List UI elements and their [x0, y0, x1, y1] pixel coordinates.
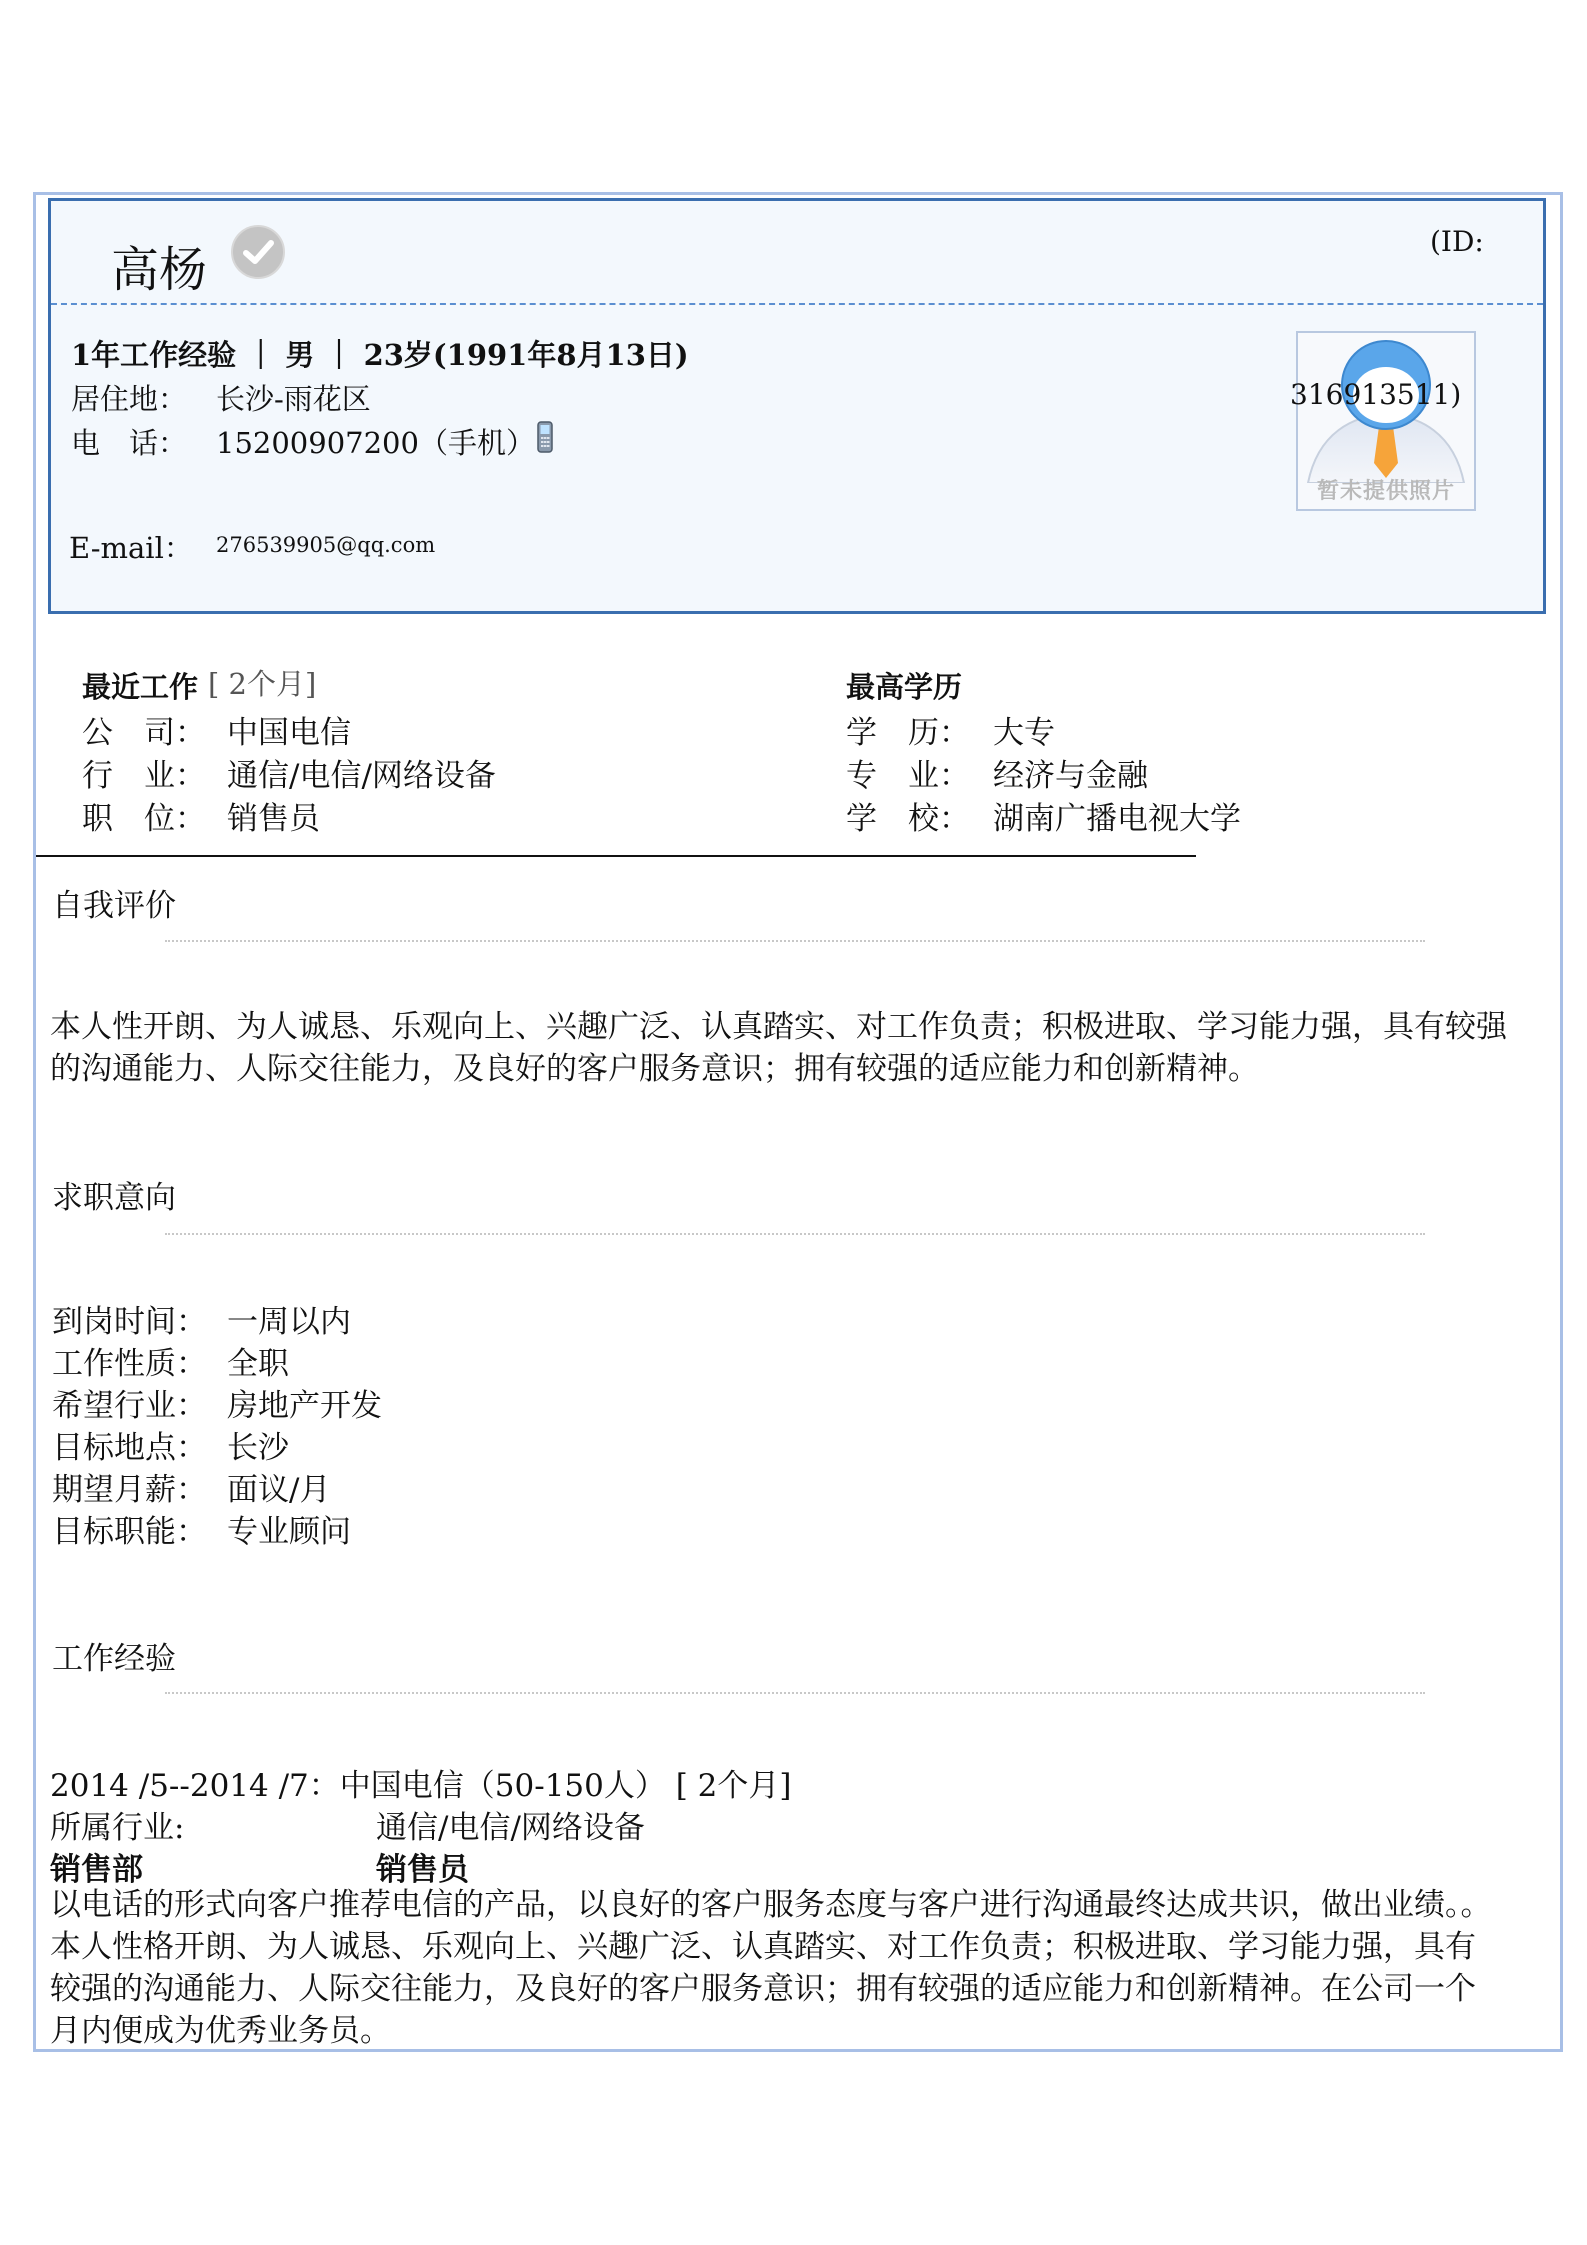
work-industry-value: 通信/电信/网络设备 [376, 1810, 645, 1846]
candidate-name: 高杨 [111, 242, 208, 298]
work-description-line: 较强的沟通能力、人际交往能力，及良好的客户服务意识；拥有较强的适应能力和创新精神。在公司一个 [50, 1971, 1476, 2007]
dotted-divider [165, 1692, 1425, 1694]
self-evaluation-line: 本人性开朗、为人诚恳、乐观向上、兴趣广泛、认真踏实、对工作负责；积极进取、学习能力强，具有较强 [50, 1009, 1507, 1045]
intention-label: 期望月薪： [52, 1472, 207, 1508]
work-description [50, 1884, 1555, 2052]
intention-value: 面议/月 [227, 1472, 331, 1508]
intention-label: 目标职能： [52, 1514, 207, 1550]
self-evaluation-text [50, 1006, 1555, 1090]
email-value[interactable]: 276539905@qq.com [216, 533, 436, 557]
photo-caption: 暂未提供照片 [1316, 478, 1455, 504]
job-intention-title: 求职意向 [52, 1180, 176, 1216]
mobile-phone-icon [536, 421, 554, 457]
intention-label: 希望行业： [52, 1388, 207, 1424]
self-evaluation-line: 的沟通能力、人际交往能力，及良好的客户服务意识；拥有较强的适应能力和创新精神。 [50, 1051, 1259, 1087]
school-value: 湖南广播电视大学 [993, 801, 1241, 837]
resume-id-label: (ID: [1430, 225, 1484, 258]
verified-check-icon [231, 225, 285, 279]
intention-label: 工作性质： [52, 1346, 207, 1382]
profile-photo-placeholder [1296, 331, 1476, 511]
residence-label: 居住地： [71, 382, 188, 416]
intention-value: 长沙 [227, 1430, 289, 1466]
industry-label: 行 业： [82, 758, 206, 794]
work-position: 销售员 [376, 1852, 469, 1888]
work-experience-title: 工作经验 [52, 1641, 176, 1677]
intention-value: 房地产开发 [227, 1388, 382, 1424]
phone-value: 15200907200（手机） [216, 426, 535, 460]
work-industry-label: 所属行业: [50, 1810, 185, 1846]
name-row [51, 201, 1543, 305]
phone-label: 电 话： [71, 426, 188, 460]
work-department: 销售部 [50, 1852, 143, 1888]
work-entry-heading: 2014 /5--2014 /7：中国电信（50-150人） [ 2个月] [50, 1768, 792, 1804]
degree-label: 学 历： [846, 715, 970, 751]
position-value: 销售员 [227, 801, 320, 837]
major-value: 经济与金融 [993, 758, 1148, 794]
residence-value: 长沙-雨花区 [216, 382, 371, 416]
work-description-line: 本人性格开朗、为人诚恳、乐观向上、兴趣广泛、认真踏实、对工作负责；积极进取、学习能力强，具有 [50, 1929, 1476, 1965]
intention-value: 专业顾问 [227, 1514, 351, 1550]
industry-value: 通信/电信/网络设备 [227, 758, 496, 794]
intention-label: 目标地点： [52, 1430, 207, 1466]
company-label: 公 司： [82, 715, 206, 751]
education-title: 最高学历 [846, 670, 963, 704]
email-label: E-mail： [69, 531, 193, 565]
recent-work-duration: [ 2个月] [208, 667, 317, 701]
section-divider [36, 855, 1196, 857]
position-label: 职 位： [82, 801, 206, 837]
dotted-divider [165, 1233, 1425, 1235]
work-description-line: 月内便成为优秀业务员。 [50, 2013, 391, 2049]
intention-value: 一周以内 [227, 1304, 351, 1340]
intention-label: 到岗时间： [52, 1304, 207, 1340]
school-label: 学 校： [846, 801, 970, 837]
resume-id-value: 316913511) [1290, 378, 1462, 411]
company-value: 中国电信 [227, 715, 351, 751]
intention-value: 全职 [227, 1346, 289, 1382]
major-label: 专 业： [846, 758, 970, 794]
degree-value: 大专 [993, 715, 1055, 751]
work-description-line: 以电话的形式向客户推荐电信的产品，以良好的客户服务态度与客户进行沟通最终达成共识，做出业绩。。 [50, 1887, 1492, 1923]
dotted-divider [165, 940, 1425, 942]
summary-line: 1年工作经验 ｜ 男 ｜ 23岁(1991年8月13日) [71, 338, 689, 372]
recent-work-title: 最近工作 [82, 670, 199, 704]
self-evaluation-title: 自我评价 [52, 888, 176, 924]
